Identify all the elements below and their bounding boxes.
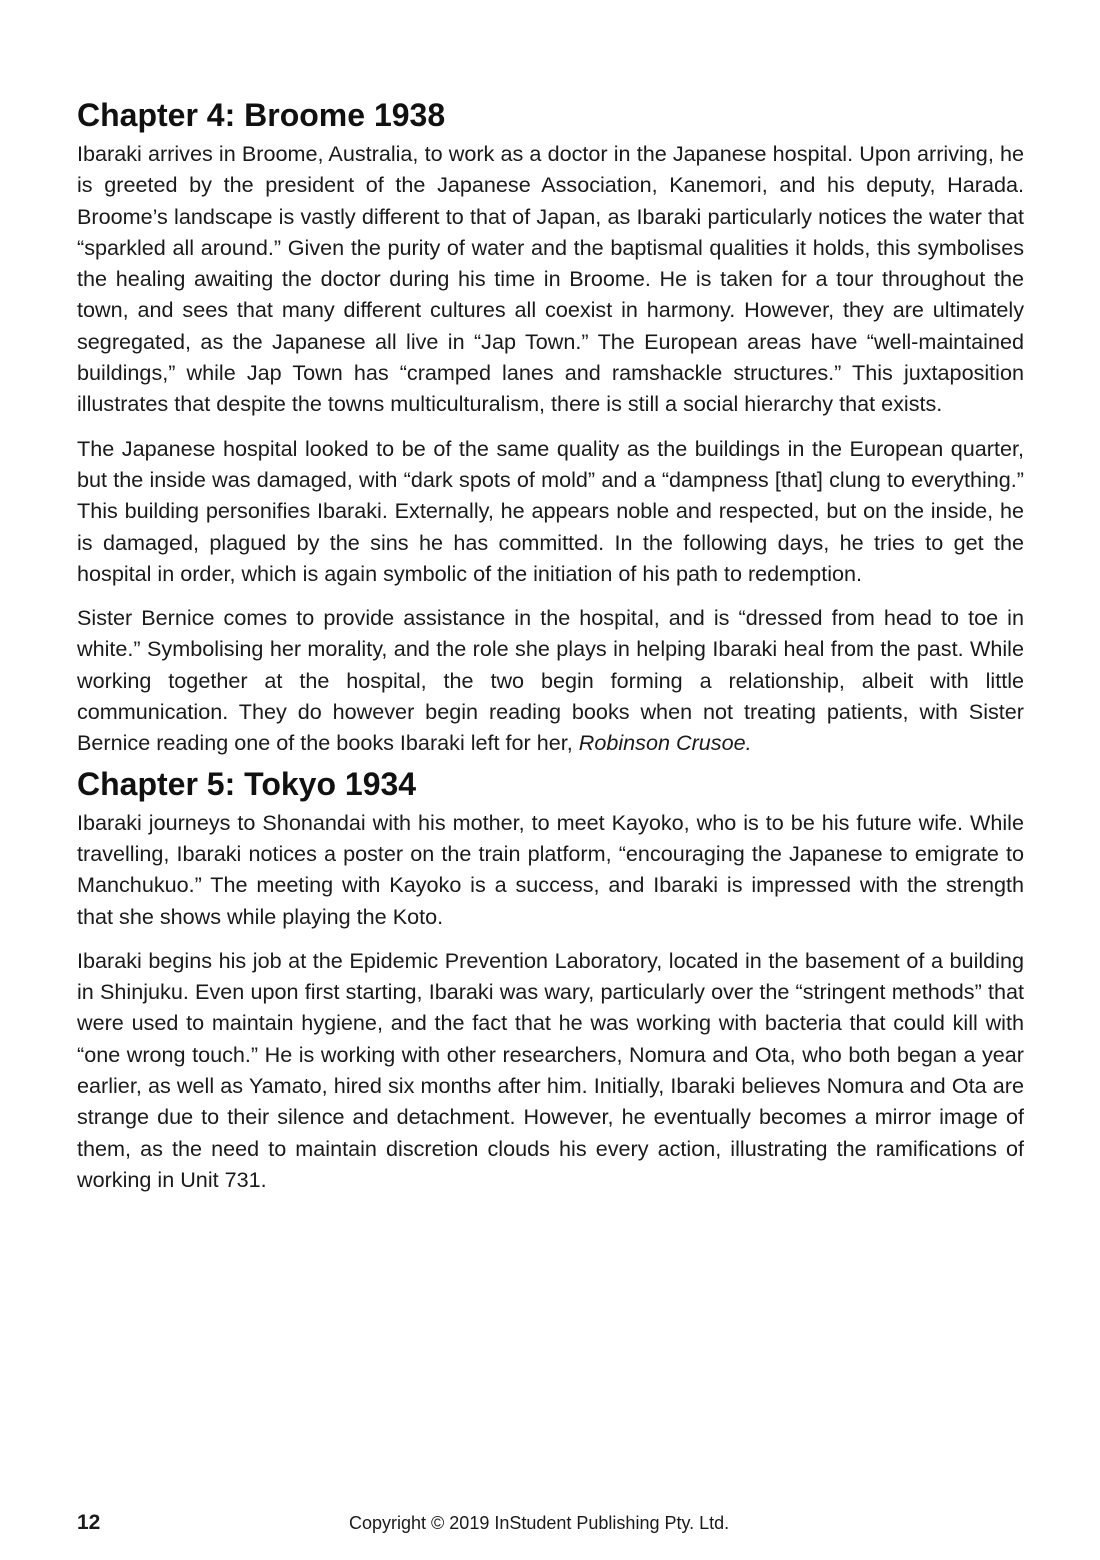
paragraph-text: Sister Bernice comes to provide assistance in the hospital, and is “dressed from head to toe in white.” Symbolising her morality, and the role she plays in helping Ibaraki heal from the past. While working together at the hospital, the two begin forming a relationship, albeit with little communication. They do however begin reading books when not treating patients, with Sister Bernice reading one of the books Ibaraki left for her, xyxy=(77,605,1024,756)
chapter-4-section xyxy=(77,92,1024,759)
page-content xyxy=(77,92,1024,1208)
chapter-heading: Chapter 4: Broome 1938 xyxy=(77,97,446,133)
body-paragraph: Ibaraki arrives in Broome, Australia, to work as a doctor in the Japanese hospital. Upon arriving, he is greeted by the president of the Japanese Association, Kanemori, and his deputy, Harada. Broome’s landscape is vastly different to that of Japan, as Ibaraki particularly notices the water that “sparkled all around.” Given the purity of water and the baptismal qualities it holds, this symbolises the healing awaiting the doctor during his time in Broome. He is taken for a tour throughout the town, and sees that many different cultures all coexist in harmony. However, they are ultimately segregated, as the Japanese all live in “Jap Town.” The European areas have “well-maintained buildings,” while Jap Town has “cramped lanes and ramshackle structures.” This juxtaposition illustrates that despite the towns multiculturalism, there is still a social hierarchy that exists. xyxy=(77,141,1024,417)
page-footer xyxy=(77,1511,1024,1541)
chapter-heading: Chapter 5: Tokyo 1934 xyxy=(77,765,417,802)
book-title: Robinson Crusoe. xyxy=(578,730,752,756)
body-paragraph: Ibaraki journeys to Shonandai with his mother, to meet Kayoko, who is to be his future wife. While travelling, Ibaraki notices a poster on the train platform, “encouraging the Japanese to emigrate to Manchukuo.” The meeting with Kayoko is a success, and Ibaraki is impressed with the strength that she shows while playing the Koto. xyxy=(77,809,1024,929)
copyright-notice: Copyright © 2019 InStudent Publishing Pty. Ltd. xyxy=(349,1513,730,1533)
body-paragraph xyxy=(77,602,1024,758)
body-paragraph: Ibaraki begins his job at the Epidemic Prevention Laboratory, located in the basement of a building in Shinjuku. Even upon first starting, Ibaraki was wary, particularly over the “stringent methods” that were used to maintain hygiene, and the fact that he was working with bacteria that could kill with “one wrong touch.” He is working with other researchers, Nomura and Ota, who both began a year earlier, as well as Yamato, hired six months after him. Initially, Ibaraki believes Nomura and Ota are strange due to their silence and detachment. However, he eventually becomes a mirror image of them, as the need to maintain discretion clouds his every action, illustrating the ramifications of working in Unit 731. xyxy=(77,947,1024,1192)
chapter-5-section xyxy=(77,761,1024,1196)
page-number: 12 xyxy=(77,1511,101,1534)
body-paragraph: The Japanese hospital looked to be of the same quality as the buildings in the European quarter, but the inside was damaged, with “dark spots of mold” and a “dampness [that] clung to everything.” This building personifies Ibaraki. Externally, he appears noble and respected, but on the inside, he is damaged, plagued by the sins he has committed. In the following days, he tries to get the hospital in order, which is again symbolic of the initiation of his path to redemption. xyxy=(77,435,1024,586)
